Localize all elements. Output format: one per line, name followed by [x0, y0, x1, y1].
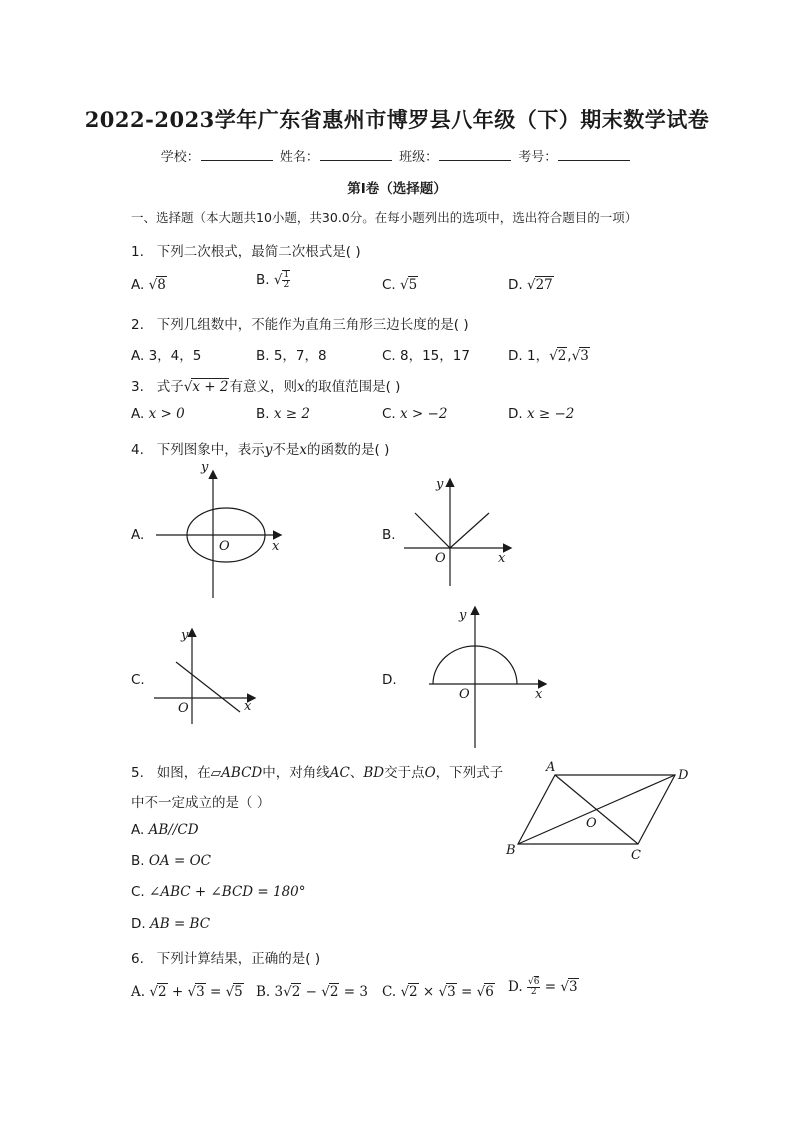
q4-option-c-label: C. [131, 672, 145, 688]
vertex-d-label: D [678, 768, 689, 783]
q5-option-c [131, 884, 306, 900]
stem-text: 的取值范围是( ) [304, 379, 401, 395]
numerator: √6 [527, 977, 540, 987]
radicand: 3 [196, 984, 205, 1000]
stem-text: 式子 [156, 379, 184, 395]
diagonal-bd [518, 775, 675, 844]
option-letter: C. [382, 406, 396, 422]
radicand: 5 [408, 277, 418, 293]
graph-c-line [150, 626, 260, 726]
q3-option-b [256, 406, 310, 422]
question-6 [131, 947, 320, 967]
section-heading: 一、选择题（本大题共10小题，共30.0分。在每小题列出的选项中，选出符合题目的一项） [131, 210, 638, 225]
school-blank [201, 148, 273, 161]
y-axis-label: y [181, 628, 189, 643]
radicand: 2 [409, 984, 418, 1000]
origin-label: O [219, 539, 230, 554]
q2-option-c: C. 8，15，17 [382, 348, 470, 364]
sqrt-expression: √3 [560, 979, 578, 995]
radicand: 2 [557, 348, 567, 364]
q2-option-d [508, 344, 590, 364]
sqrt-expression: √27 [526, 277, 553, 293]
question-number: 6. [131, 951, 144, 967]
exam-title: 2022-2023学年广东省惠州市博罗县八年级（下）期末数学试卷 [84, 107, 710, 132]
q1-option-b [256, 270, 290, 290]
q5-option-b [131, 853, 211, 869]
coefficient: 3 [274, 984, 284, 1000]
option-letter: B. [256, 272, 270, 288]
radicand: 2 [329, 984, 339, 1000]
option-math: ∠ABC + ∠BCD = 180° [149, 884, 306, 900]
operator: = [205, 984, 226, 1000]
radicand: x + 2 [192, 379, 229, 395]
stem-text: 不是 [272, 442, 300, 458]
fraction [527, 978, 540, 997]
variable-x: x [299, 442, 308, 458]
number-blank [558, 148, 630, 161]
option-letter: D. [508, 406, 523, 422]
q3-option-c [382, 406, 447, 422]
option-math: x > 0 [148, 406, 185, 422]
school-label: 学校： [160, 150, 200, 165]
variable-y: y [264, 442, 273, 458]
question-3 [131, 375, 400, 395]
x-axis-label: x [535, 687, 543, 702]
question-number: 3. [131, 379, 144, 395]
number-label: 考号： [518, 150, 558, 165]
origin-label: O [178, 701, 189, 716]
origin-label: O [459, 687, 470, 702]
operator: = [456, 984, 477, 1000]
q6-option-b [256, 983, 368, 1000]
option-math: x > −2 [400, 406, 448, 422]
radicand: 6 [533, 977, 540, 987]
volume-heading: 第Ⅰ卷（选择题） [347, 181, 447, 197]
fraction [282, 270, 290, 290]
class-blank [439, 148, 511, 161]
sqrt-expression: √ $\frac{1}{2}$ [273, 270, 290, 290]
operator: − [301, 984, 322, 1000]
option-math: x ≥ 2 [273, 406, 310, 422]
option-letter: C. [382, 984, 397, 1000]
stem-text: ，下列式子 [435, 765, 504, 781]
radicand: 3 [580, 348, 589, 364]
q1-option-c [382, 276, 418, 293]
radicand: 27 [535, 277, 553, 293]
math-name: ABCD [221, 765, 263, 781]
x-axis-label: x [498, 551, 506, 566]
separator: 、 [349, 765, 364, 781]
parallelogram-figure [500, 760, 700, 866]
operator: = [540, 979, 561, 995]
stem-text: 中，对角线 [262, 765, 330, 781]
option-math: x ≥ −2 [526, 406, 575, 422]
option-letter: A. [131, 984, 146, 1000]
separator: , [567, 348, 572, 364]
denominator: 2 [530, 987, 537, 997]
numerator: 1 [283, 270, 290, 280]
radicand: 3 [568, 979, 578, 995]
option-letter: C. [131, 884, 145, 900]
math-name: AC [329, 765, 350, 781]
q3-option-a [131, 406, 185, 422]
graph-a-ellipse [150, 462, 290, 602]
name-blank [320, 148, 392, 161]
option-letter: D. [508, 277, 523, 293]
radicand: 8 [157, 277, 166, 293]
sqrt-expression: √x + 2 [183, 379, 229, 395]
denominator: 2 [283, 280, 290, 290]
q2-option-a: A. 3，4，5 [131, 348, 202, 364]
sqrt-expression: √2 [549, 348, 567, 364]
vertex-b-label: B [506, 843, 516, 858]
result: = 3 [339, 984, 368, 1000]
variable-x: x [296, 379, 305, 395]
q5-option-d [131, 916, 210, 932]
option-letter: C. [382, 277, 396, 293]
graph-b-v-shape [400, 478, 520, 588]
question-5-line-2: 中不一定成立的是（ ） [131, 795, 271, 811]
option-letter: A. [131, 406, 145, 422]
radicand: 2 [291, 984, 301, 1000]
option-letter: A. [131, 277, 145, 293]
q5-option-a [131, 822, 199, 838]
student-info-line [0, 146, 794, 165]
q6-option-c [382, 983, 495, 1000]
vertex-c-label: C [631, 848, 641, 863]
y-axis-label: y [201, 460, 209, 475]
origin-label: O [435, 551, 446, 566]
sqrt-expression: √5 [225, 984, 243, 1000]
option-letter: B. [256, 406, 270, 422]
v-curve [415, 513, 489, 548]
q4-option-d-label: D. [382, 672, 397, 688]
radicand: 5 [234, 984, 243, 1000]
stem-text: 的函数的是( ) [307, 442, 390, 458]
math-name: BD [363, 765, 385, 781]
option-letter: D. [131, 916, 146, 932]
q1-option-d [508, 276, 554, 293]
sqrt-expression: √2 [283, 984, 301, 1000]
sqrt-expression: √5 [400, 277, 418, 293]
graph-d-semicircle [425, 604, 555, 750]
operator: × [418, 984, 439, 1000]
question-stem: 下列计算结果，正确的是( ) [156, 951, 321, 967]
q1-option-a [131, 276, 167, 293]
sqrt-expression: √2 [400, 984, 418, 1000]
sqrt-expression: √8 [148, 277, 166, 293]
option-math: AB//CD [148, 822, 199, 838]
parallelogram-symbol: ▱ [210, 765, 222, 781]
q3-option-d [508, 406, 574, 422]
radicand: 6 [485, 984, 494, 1000]
q6-option-d [508, 978, 579, 997]
question-number: 4. [131, 442, 144, 458]
q2-option-b: B. 5，7，8 [256, 348, 327, 364]
sqrt-expression: √2 [321, 984, 339, 1000]
center-o-label: O [586, 816, 597, 831]
stem-text: 有意义，则 [229, 379, 297, 395]
option-letter: B. [256, 984, 271, 1000]
operator: + [167, 984, 188, 1000]
sqrt-expression: √3 [187, 984, 205, 1000]
question-4 [131, 438, 389, 458]
stem-text: 下列图象中，表示 [156, 442, 265, 458]
radicand: 3 [447, 984, 456, 1000]
vertex-a-label: A [546, 760, 556, 775]
math-name: O [424, 765, 436, 781]
y-axis-label: y [436, 477, 444, 492]
option-letter: B. [131, 853, 145, 869]
question-number: 5. [131, 765, 144, 781]
x-axis-label: x [244, 699, 252, 714]
q6-option-a [131, 983, 244, 1000]
sqrt-expression: √3 [438, 984, 456, 1000]
option-letter: A. [131, 822, 145, 838]
question-stem: 下列几组数中，不能作为直角三角形三边长度的是( ) [156, 317, 469, 333]
q4-option-b-label: B. [382, 527, 396, 543]
question-5 [131, 761, 503, 781]
question-1 [131, 240, 361, 260]
x-axis-label: x [272, 539, 280, 554]
sqrt-expression: √2 [149, 984, 167, 1000]
question-2 [131, 313, 469, 333]
option-text: D. 1， [508, 348, 550, 364]
name-label: 姓名： [279, 150, 319, 165]
y-axis-label: y [459, 608, 467, 623]
question-stem: 下列二次根式，最简二次根式是( ) [156, 244, 361, 260]
q4-option-a-label: A. [131, 527, 145, 543]
radicand: 2 [157, 984, 167, 1000]
stem-text: 如图，在 [156, 765, 211, 781]
class-label: 班级： [399, 150, 439, 165]
question-number: 2. [131, 317, 144, 333]
sqrt-expression: √6 [476, 984, 494, 1000]
option-letter: D. [508, 979, 523, 995]
sqrt-expression: √3 [571, 348, 589, 364]
option-math: AB = BC [149, 916, 211, 932]
option-math: OA = OC [148, 853, 211, 869]
stem-text: 交于点 [384, 765, 425, 781]
question-number: 1. [131, 244, 144, 260]
